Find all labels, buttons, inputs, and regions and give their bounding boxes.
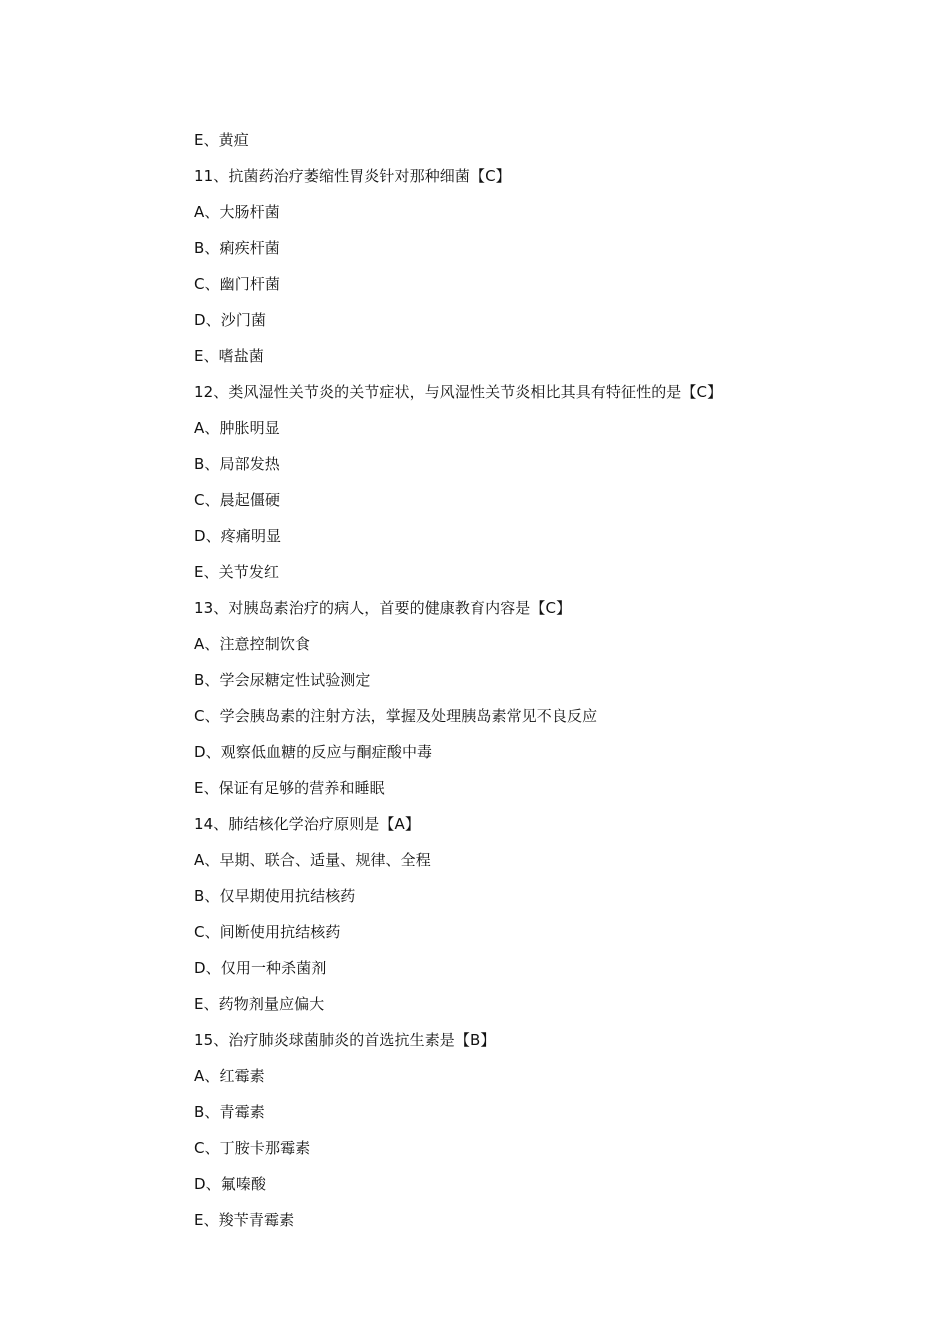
option-e-q13: E、保证有足够的营养和睡眠: [194, 779, 385, 797]
option-a-q11: A、大肠杆菌: [194, 203, 280, 221]
option-c-q15: C、丁胺卡那霉素: [194, 1139, 311, 1157]
option-c-q13: C、学会胰岛素的注射方法，掌握及处理胰岛素常见不良反应: [194, 707, 598, 725]
option-b-q15: B、青霉素: [194, 1103, 265, 1121]
document-body: [194, 127, 894, 1243]
option-b-q14: B、仅早期使用抗结核药: [194, 887, 356, 905]
option-a-q12: A、肿胀明显: [194, 419, 280, 437]
option-d-q13: D、观察低血糖的反应与酮症酸中毒: [194, 743, 433, 761]
option-e-q15: E、羧苄青霉素: [194, 1211, 295, 1229]
question-11: 11、抗菌药治疗萎缩性胃炎针对那种细菌【C】: [194, 167, 511, 185]
option-e-q11: E、嗜盐菌: [194, 347, 264, 365]
option-b-q12: B、局部发热: [194, 455, 280, 473]
option-e-q14: E、药物剂量应偏大: [194, 995, 325, 1013]
question-14: 14、肺结核化学治疗原则是【A】: [194, 815, 420, 833]
option-a-q14: A、早期、联合、适量、规律、全程: [194, 851, 431, 869]
option-b-q11: B、痢疾杆菌: [194, 239, 280, 257]
option-c-q14: C、间断使用抗结核药: [194, 923, 341, 941]
option-a-q15: A、红霉素: [194, 1067, 265, 1085]
option-e-q12: E、关节发红: [194, 563, 280, 581]
option-d-q11: D、沙门菌: [194, 311, 267, 329]
question-13: 13、对胰岛素治疗的病人，首要的健康教育内容是【C】: [194, 599, 572, 617]
option-c-q12: C、晨起僵硬: [194, 491, 281, 509]
option-a-q13: A、注意控制饮食: [194, 635, 311, 653]
question-15: 15、治疗肺炎球菌肺炎的首选抗生素是【B】: [194, 1031, 496, 1049]
question-12: 12、类风湿性关节炎的关节症状，与风湿性关节炎相比其具有特征性的是【C】: [194, 383, 723, 401]
option-b-q13: B、学会尿糖定性试验测定: [194, 671, 371, 689]
option-e-q10: E、黄疸: [194, 131, 249, 149]
option-c-q11: C、幽门杆菌: [194, 275, 281, 293]
option-d-q15: D、氟嗪酸: [194, 1175, 267, 1193]
option-d-q12: D、疼痛明显: [194, 527, 282, 545]
option-d-q14: D、仅用一种杀菌剂: [194, 959, 327, 977]
